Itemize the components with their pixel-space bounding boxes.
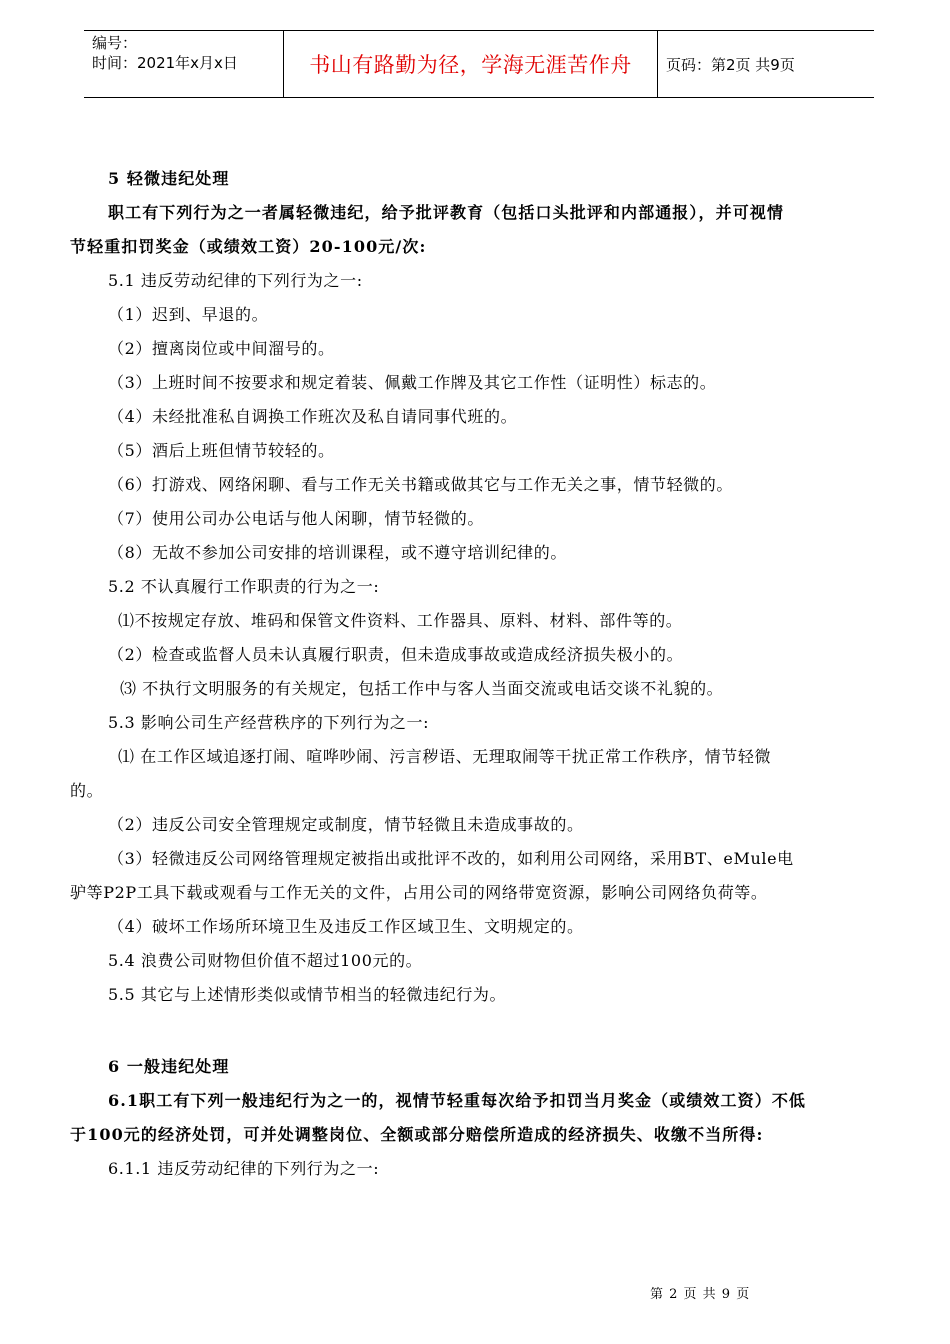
section6-1-line1: 6.1职工有下列一般违纪行为之一的，视情节轻重每次给予扣罚当月奖金（或绩效工资）不低 [108, 1091, 807, 1110]
section5-3-title: 5.3 影响公司生产经营秩序的下列行为之一: [108, 713, 430, 732]
section5-3-item3-line2: 驴等P2P工具下载或观看与工作无关的文件，占用公司的网络带宽资源，影响公司网络负荷等。 [70, 883, 768, 902]
section6-1-line2: 于100元的经济处罚，可并处调整岗位、全额或部分赔偿所造成的经济损失、收缴不当所得: [70, 1125, 764, 1144]
serial-number-label: 编号： [92, 34, 138, 52]
section5-1-title: 5.1 违反劳动纪律的下列行为之一: [108, 271, 363, 290]
section5-3-item1-line1: ⑴ 在工作区域追逐打闹、喧哗吵闹、污言秽语、无理取闹等干扰正常工作秩序，情节轻微 [118, 747, 772, 766]
section5-intro-line1: 职工有下列行为之一者属轻微违纪，给予批评教育（包括口头批评和内部通报），并可视情 [108, 203, 785, 222]
document-body [70, 162, 885, 1186]
section5-3-item: （4）破坏工作场所环境卫生及违反工作区域卫生、文明规定的。 [108, 917, 584, 936]
section5-3-item1-line2: 的。 [70, 781, 104, 800]
date-label: 时间：2021年x月x日 [92, 54, 238, 72]
section5-1-item: （4）未经批准私自调换工作班次及私自请同事代班的。 [108, 407, 518, 426]
page-footer [650, 1283, 750, 1302]
section5-1-item: （7）使用公司办公电话与他人闲聊，情节轻微的。 [108, 509, 484, 528]
page-info-cell [658, 31, 874, 97]
section6-1-1-title: 6.1.1 违反劳动纪律的下列行为之一: [108, 1159, 380, 1178]
section6-title: 6 一般违纪处理 [108, 1057, 230, 1076]
section5-2-item: （2）检查或监督人员未认真履行职责，但未造成事故或造成经济损失极小的。 [108, 645, 684, 664]
header-meta-cell [84, 31, 284, 97]
footer-page-number: 第 2 页 共 9 页 [650, 1287, 751, 1302]
section5-1-item: （8）无故不参加公司安排的培训课程，或不遵守培训纪律的。 [108, 543, 567, 562]
page-header [84, 30, 874, 98]
header-page-info: 页码：第2页 共9页 [666, 55, 795, 74]
section5-2-title: 5.2 不认真履行工作职责的行为之一: [108, 577, 380, 596]
section-gap [70, 1012, 885, 1050]
section5-1-item: （2）擅离岗位或中间溜号的。 [108, 339, 335, 358]
section5-2-item: ⑶ 不执行文明服务的有关规定，包括工作中与客人当面交流或电话交谈不礼貌的。 [120, 679, 724, 698]
section5-1-item: （5）酒后上班但情节较轻的。 [108, 441, 335, 460]
header-motto: 书山有路勤为径，学海无涯苦作舟 [309, 53, 632, 77]
section5-4: 5.4 浪费公司财物但价值不超过100元的。 [108, 951, 423, 970]
section5-3-item3-line1: （3）轻微违反公司网络管理规定被指出或批评不改的，如利用公司网络，采用BT、eMule电 [108, 849, 794, 868]
section5-5: 5.5 其它与上述情形类似或情节相当的轻微违纪行为。 [108, 985, 507, 1004]
section5-3-item: （2）违反公司安全管理规定或制度，情节轻微且未造成事故的。 [108, 815, 584, 834]
section5-2-item: ⑴不按规定存放、堆码和保管文件资料、工作器具、原料、材料、部件等的。 [118, 611, 683, 630]
section5-1-item: （1）迟到、早退的。 [108, 305, 269, 324]
section5-title: 5 轻微违纪处理 [108, 169, 230, 188]
section5-1-item: （3）上班时间不按要求和规定着装、佩戴工作牌及其它工作性（证明性）标志的。 [108, 373, 717, 392]
section5-1-item: （6）打游戏、网络闲聊、看与工作无关书籍或做其它与工作无关之事，情节轻微的。 [108, 475, 733, 494]
motto-cell [284, 31, 658, 97]
section5-intro-line2: 节轻重扣罚奖金（或绩效工资）20-100元/次: [70, 237, 427, 256]
